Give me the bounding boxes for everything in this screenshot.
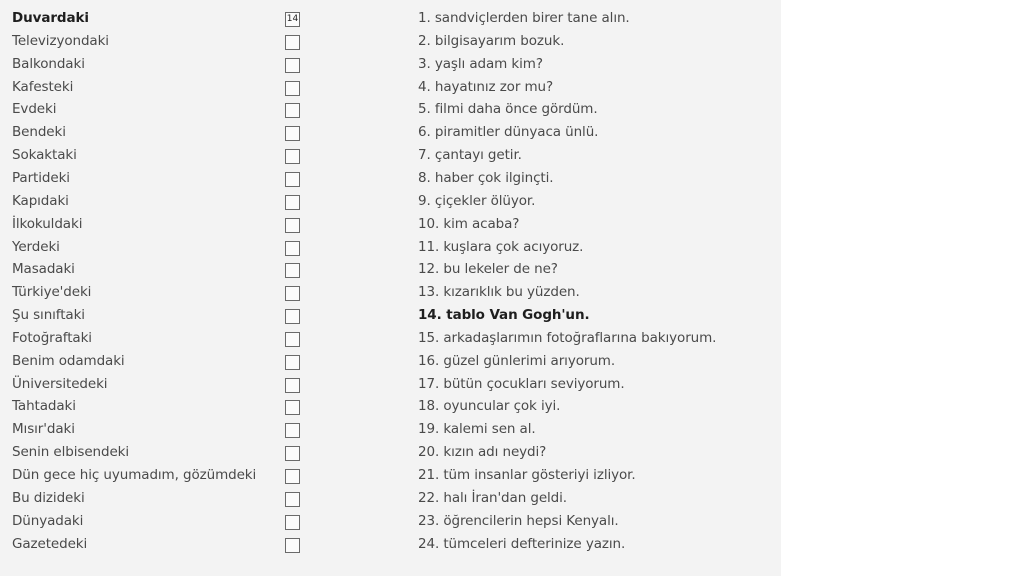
exercise-row — [0, 237, 781, 260]
answer-box[interactable] — [285, 515, 300, 530]
phrase-label: Masadaki — [12, 261, 75, 278]
answer-box[interactable] — [285, 263, 300, 278]
phrase-label: Mısır'daki — [12, 421, 75, 438]
exercise-row — [0, 328, 781, 351]
phrase-label: Senin elbisendeki — [12, 444, 130, 461]
sentence-completion: 24. tümceleri defterinize yazın. — [418, 535, 626, 552]
answer-box[interactable] — [285, 423, 300, 438]
sentence-completion: 17. bütün çocukları seviyorum. — [418, 375, 625, 392]
answer-box[interactable] — [285, 172, 300, 187]
phrase-label: İlkokuldaki — [12, 215, 83, 232]
sentence-completion: 16. güzel günlerimi arıyorum. — [418, 352, 616, 369]
exercise-row — [0, 396, 781, 419]
sentence-completion: 18. oyuncular çok iyi. — [418, 398, 561, 415]
exercise-row — [0, 488, 781, 511]
exercise-row — [0, 259, 781, 282]
sentence-completion: 1. sandviçlerden birer tane alın. — [418, 10, 630, 26]
sentence-completion: 13. kızarıklık bu yüzden. — [418, 284, 580, 301]
answer-box[interactable] — [285, 195, 300, 210]
answer-box[interactable] — [285, 35, 300, 50]
exercise-row — [0, 214, 781, 237]
phrase-label: Televizyondaki — [12, 32, 109, 49]
phrase-label: Bu dizideki — [12, 489, 85, 506]
answer-box[interactable] — [285, 469, 300, 484]
exercise-row — [0, 305, 781, 328]
answer-box[interactable] — [285, 492, 300, 507]
phrase-label: Evdeki — [12, 101, 57, 118]
exercise-row — [0, 534, 781, 557]
phrase-label: Fotoğraftaki — [12, 329, 92, 346]
answer-box[interactable] — [285, 446, 300, 461]
sentence-completion: 11. kuşlara çok acıyoruz. — [418, 238, 584, 255]
answer-box[interactable] — [285, 58, 300, 73]
exercise-row — [0, 8, 781, 31]
answer-box[interactable] — [285, 400, 300, 415]
exercise-row — [0, 77, 781, 100]
exercise-row — [0, 282, 781, 305]
exercise-row — [0, 351, 781, 374]
answer-box[interactable] — [285, 355, 300, 370]
sentence-completion: 8. haber çok ilginçti. — [418, 169, 554, 186]
answer-box[interactable] — [285, 103, 300, 118]
exercise-row — [0, 419, 781, 442]
phrase-label: Şu sınıftaki — [12, 307, 85, 324]
sentence-completion: 10. kim acaba? — [418, 215, 520, 232]
sentence-completion: 23. öğrencilerin hepsi Kenyalı. — [418, 512, 619, 529]
phrase-label: Benim odamdaki — [12, 352, 125, 369]
sentence-completion: 12. bu lekeler de ne? — [418, 261, 558, 278]
answer-box[interactable] — [285, 332, 300, 347]
sentence-completion: 14. tablo Van Gogh'un. — [418, 307, 590, 324]
answer-box[interactable] — [285, 149, 300, 164]
answer-box[interactable] — [285, 309, 300, 324]
phrase-label: Bendeki — [12, 124, 66, 141]
sentence-completion: 4. hayatınız zor mu? — [418, 78, 554, 95]
sentence-completion: 5. filmi daha önce gördüm. — [418, 101, 598, 118]
exercise-row — [0, 122, 781, 145]
exercise-row — [0, 168, 781, 191]
exercise-row — [0, 145, 781, 168]
exercise-row — [0, 99, 781, 122]
sentence-completion: 20. kızın adı neydi? — [418, 444, 547, 461]
phrase-label: Gazetedeki — [12, 535, 88, 552]
phrase-label: Dün gece hiç uyumadım, gözümdeki — [12, 467, 257, 483]
phrase-label: Türkiye'deki — [12, 284, 92, 301]
phrase-label: Kafesteki — [12, 78, 74, 95]
exercise-row — [0, 374, 781, 397]
phrase-label: Partideki — [12, 169, 70, 186]
sentence-completion: 22. halı İran'dan geldi. — [418, 489, 567, 506]
phrase-label: Üniversitedeki — [12, 375, 108, 392]
sentence-completion: 15. arkadaşlarımın fotoğraflarına bakıyorum. — [418, 329, 717, 346]
answer-box[interactable] — [285, 81, 300, 96]
sentence-completion: 21. tüm insanlar gösteriyi izliyor. — [418, 467, 636, 483]
exercise-row — [0, 442, 781, 465]
exercise-row — [0, 191, 781, 214]
sentence-completion: 6. piramitler dünyaca ünlü. — [418, 124, 599, 141]
answer-box[interactable]: 14 — [285, 12, 300, 27]
phrase-label: Duvardaki — [12, 10, 89, 26]
sentence-completion: 7. çantayı getir. — [418, 147, 522, 164]
exercise-row — [0, 31, 781, 54]
answer-box[interactable] — [285, 378, 300, 393]
sentence-completion: 9. çiçekler ölüyor. — [418, 192, 536, 209]
phrase-label: Dünyadaki — [12, 512, 84, 529]
answer-box[interactable] — [285, 241, 300, 256]
exercise-row — [0, 511, 781, 534]
answer-box[interactable] — [285, 538, 300, 553]
exercise-row — [0, 54, 781, 77]
phrase-label: Yerdeki — [12, 238, 60, 255]
sentence-completion: 2. bilgisayarım bozuk. — [418, 32, 565, 49]
answer-box[interactable] — [285, 218, 300, 233]
phrase-label: Tahtadaki — [12, 398, 76, 415]
sentence-completion: 3. yaşlı adam kim? — [418, 55, 543, 72]
phrase-label: Sokaktaki — [12, 147, 77, 164]
phrase-label: Kapıdaki — [12, 192, 69, 209]
exercise-row — [0, 465, 781, 488]
phrase-label: Balkondaki — [12, 55, 85, 72]
answer-box[interactable] — [285, 126, 300, 141]
sentence-completion: 19. kalemi sen al. — [418, 421, 536, 438]
answer-box[interactable] — [285, 286, 300, 301]
